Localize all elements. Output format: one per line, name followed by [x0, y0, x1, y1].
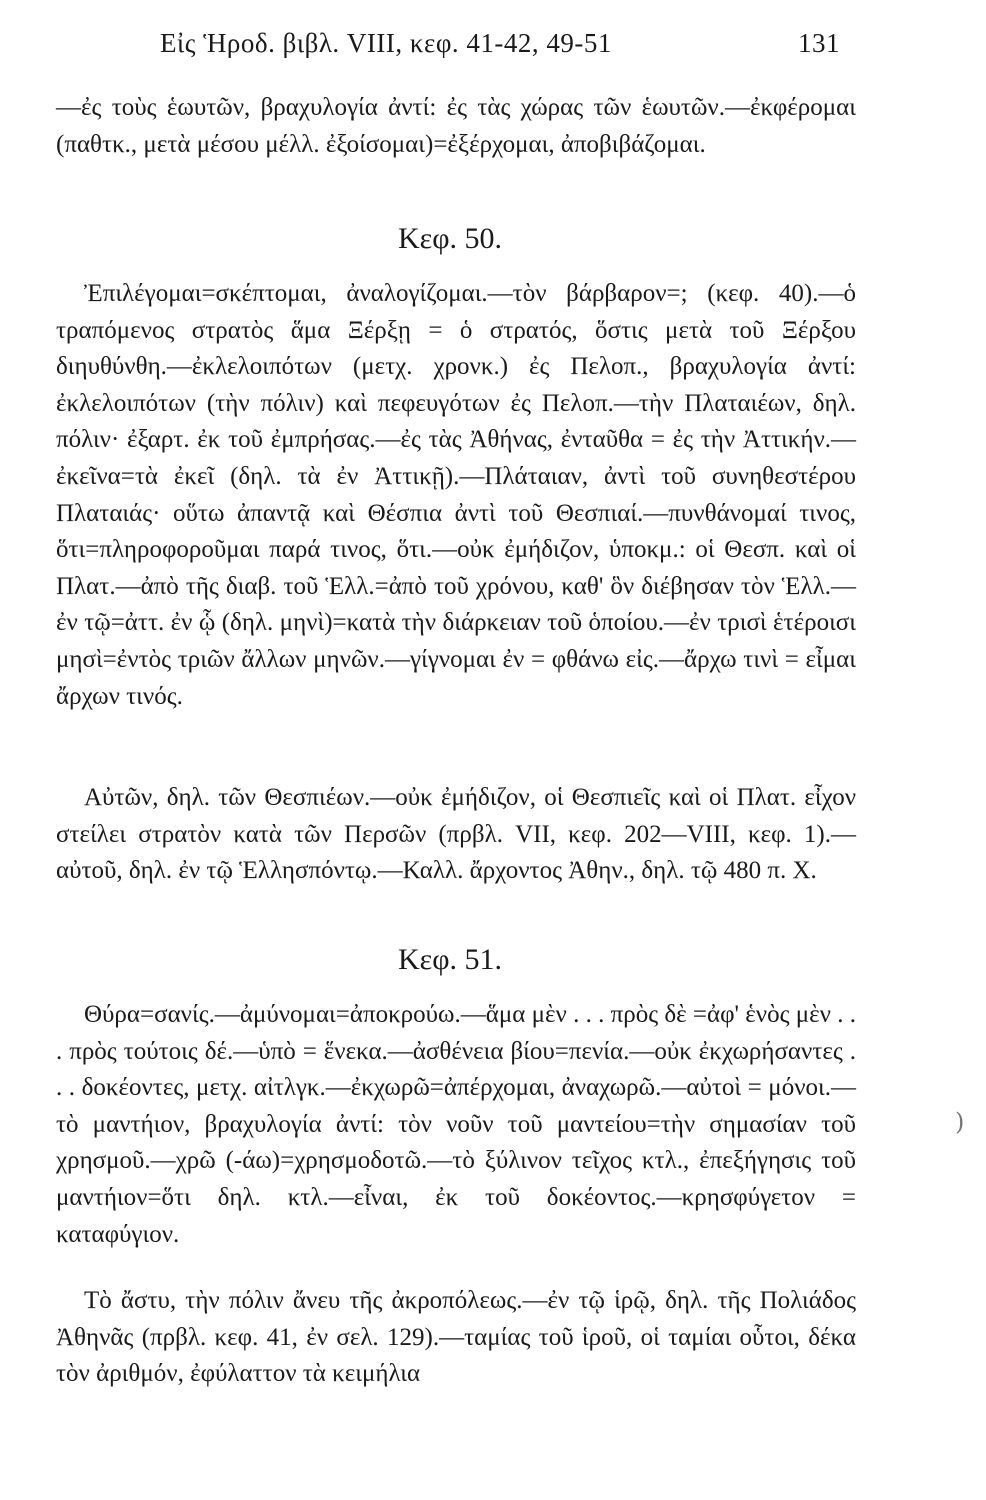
- running-head: [160, 28, 840, 59]
- chapter-51-paragraph-2: Τὸ ἄστυ, τὴν πόλιν ἄνευ τῆς ἀκροπόλεως.—ἐν τῷ ἱρῷ, δηλ. τῆς Πολιάδος Ἀθηνᾶς (πρβλ. κεφ. 41, ἐν σελ. 129).—ταμίας τοῦ ἱροῦ, οἱ ταμίαι οὗτοι, δέκα τὸν ἀριθμόν, ἐφύλαττον τὰ κειμήλια: [56, 1287, 856, 1388]
- chapter-50-paragraph: Ἐπιλέγομαι=σκέπτομαι, ἀναλογίζομαι.—τὸν βάρβαρον=; (κεφ. 40).—ὁ τραπόμενος στρατὸς ἅμα Ξέρξῃ = ὁ στρατός, ὅστις μετὰ τοῦ Ξέρξου διηυθύνθη.—ἐκλελοιπότων (μετχ. χρονκ.) ἐς Πελοπ., βραχυλογία ἀντί: ἐκλελοιπότων (τὴν πόλιν) καὶ πεφευγότων ἐς Πελοπ.—τὴν Πλαταιέων, δηλ. πόλιν· ἐξαρτ. ἐκ τοῦ ἐμπρήσας.—ἐς τὰς Ἀθήνας, ἐνταῦθα = ἐς τὴν Ἀττικήν.—ἐκεῖνα=τὰ ἐκεῖ (δηλ. τὰ ἐν Ἀττικῇ).—Πλάταιαν, ἀντὶ τοῦ συνηθεστέρου Πλαταιάς· οὕτω ἀπαντᾷ καὶ Θέσπια ἀντὶ τοῦ Θεσπιαί.—πυνθάνομαί τινος, ὅτι=πληροφοροῦμαι παρά τινος, ὅτι.—οὐκ ἐμήδιζον, ὑποκμ.: οἱ Θεσπ. καὶ οἱ Πλατ.—ἀπὸ τῆς διαβ. τοῦ Ἑλλ.=ἀπὸ τοῦ χρόνου, καθ' ὃν διέβησαν τὸν Ἑλλ.—ἐν τῷ=ἀττ. ἐν ᾧ (δηλ. μηνὶ)=κατὰ τὴν διάρκειαν τοῦ ὁποίου.—ἐν τρισὶ ἑτέροισι μησὶ=ἐντὸς τριῶν ἄλλων μηνῶν.—γίγνομαι ἐν = φθάνω εἰς.—ἄρχω τινὶ = εἶμαι ἄρχων τινός.: [56, 280, 856, 710]
- margin-mark: ): [955, 1108, 965, 1136]
- chapter-50-heading: Κεφ. 50.: [397, 222, 503, 255]
- page-number: 131: [798, 28, 840, 58]
- chapter-50-paragraph-2: Αὐτῶν, δηλ. τῶν Θεσπιέων.—οὐκ ἐμήδιζον, οἱ Θεσπιεῖς καὶ οἱ Πλατ. εἶχον στείλει στρατὸν κατὰ τῶν Περσῶν (πρβλ. VII, κεφ. 202—VIII, κεφ. 1).—αὐτοῦ, δηλ. ἐν τῷ Ἑλλησπόντῳ.—Καλλ. ἄρχοντος Ἀθην., δηλ. τῷ 480 π. Χ.: [56, 784, 856, 885]
- chapter-51-paragraph: Θύρα=σανίς.—ἀμύνομαι=ἀποκρούω.—ἅμα μὲν . . . πρὸς δὲ =ἀφ' ἑνὸς μὲν . . . πρὸς τούτοις δέ.—ὑπὸ = ἕνεκα.—ἀσθένεια βίου=πενία.—οὐκ ἐκχωρήσαντες . . . δοκέοντες, μετχ. αἰτλγκ.—ἐκχωρῶ=ἀπέρχομαι, ἀναχωρῶ.—αὐτοὶ = μόνοι.—τὸ μαντήιον, βραχυλογία ἀντί: τὸν νοῦν τοῦ μαντείου=τὴν σημασίαν τοῦ χρησμοῦ.—χρῶ (-άω)=χρησμοδοτῶ.—τὸ ξύλινον τεῖχος κτλ., ἐπεξήγησις τοῦ μαντήιον=ὅτι δηλ. κτλ.—εἶναι, ἐκ τοῦ δοκέοντος.—κρησφύγετον = καταφύγιον.: [56, 1001, 856, 1248]
- running-title: Εἰς Ἡροδ. βιβλ. VIII, κεφ. 41-42, 49-51: [160, 28, 612, 58]
- intro-paragraph: —ἐς τοὺς ἑωυτῶν, βραχυλογία ἀντί: ἐς τὰς χώρας τῶν ἑωυτῶν.—ἐκφέρομαι (παθτκ., μετὰ μέσου μέλλ. ἐξοίσομαι)=ἐξέρχομαι, ἀποβιβάζομαι.: [56, 94, 856, 158]
- chapter-51-heading: Κεφ. 51.: [397, 943, 503, 976]
